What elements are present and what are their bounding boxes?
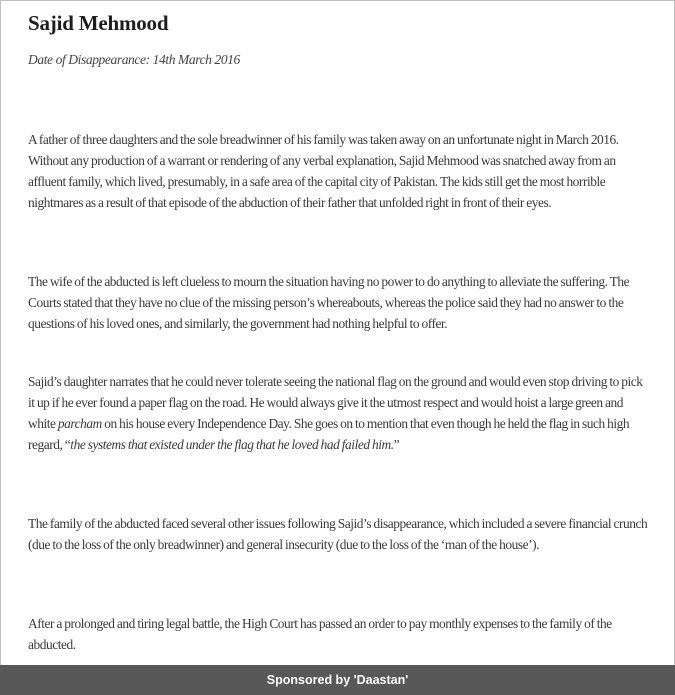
paragraph-3-part-3: ”	[393, 437, 400, 452]
paragraph-3-part-1: Sajid’s daughter narrates that he could never tolerate seeing the national flag on the ground and would even stop driving to pick it up if he ever found a paper flag on the road. He would always give it the utmost respect and would hoist a large green and white	[28, 374, 643, 431]
article-content	[28, 9, 650, 652]
daughter-quote: the systems that existed under the flag that he loved had failed him.	[70, 437, 394, 452]
parcham-term: parcham	[57, 416, 102, 431]
paragraph-1: A father of three daughters and the sole breadwinner of his family was taken away on an unfortunate night in March 2016. Without any production of a warrant or rendering of any verbal explanation, Sajid Mehmood was snatched away from an affluent family, which lived, presumably, in a safe area of the capital city of Pakistan. The kids still get the most horrible nightmares as a result of that episode of the abduction of their father that unfolded right in front of their eyes.	[28, 132, 619, 210]
paragraph-5: After a prolonged and tiring legal battle, the High Court has passed an order to pay monthly expenses to the family of the abducted.	[28, 616, 612, 652]
sponsor-footer: Sponsored by 'Daastan'	[0, 665, 675, 695]
paragraph-3	[28, 371, 650, 455]
disappearance-date: Date of Disappearance: 14th March 2016	[28, 52, 240, 67]
paragraph-4: The family of the abducted faced several other issues following Sajid’s disappearance, which included a severe financial crunch (due to the loss of the only breadwinner) and general insecurity (due to the loss of the ‘man of the house’).	[28, 516, 648, 552]
article-title: Sajid Mehmood	[28, 11, 169, 35]
paragraph-2: The wife of the abducted is left clueless to mourn the situation having no power to do anything to alleviate the suffering. The Courts stated that they have no clue of the missing person’s whereabouts, whereas the police said they had no answer to the questions of his loved ones, and similarly, the government had nothing helpful to offer.	[28, 274, 630, 331]
paragraph-3-part-2: on his house every Independence Day. She goes on to mention that even though he held the flag in such high regard, “	[28, 416, 630, 452]
